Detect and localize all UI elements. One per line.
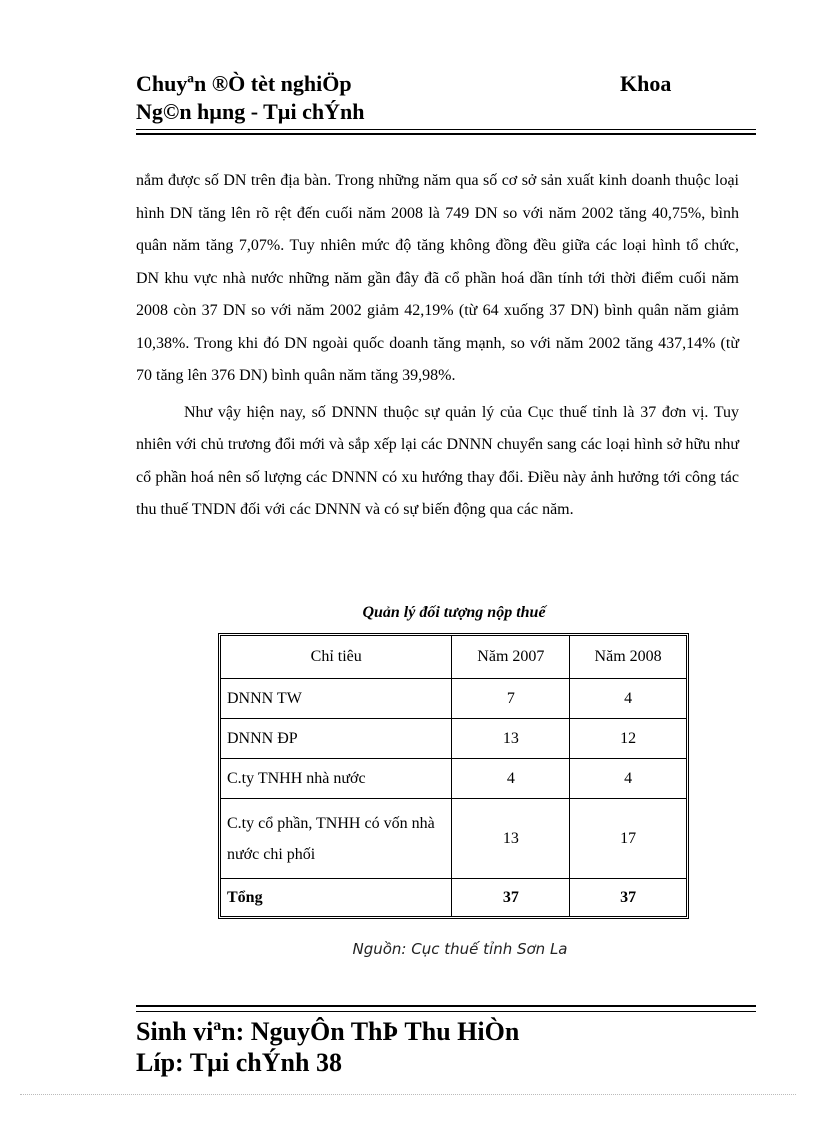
total-2007: 37: [452, 879, 570, 917]
value-2007: 13: [452, 799, 570, 879]
table-row: [221, 679, 687, 719]
value-2008: 17: [570, 799, 687, 879]
header-line-2: [136, 98, 756, 126]
paragraph-1: nắm được số DN trên địa bàn. Trong những năm qua số cơ sở sản xuất kinh doanh thuộc loại hình DN tăng lên rõ rệt đến cuối năm 2008 là 749 DN so với năm 2002 tăng 40,75%, bình quân năm tăng 7,07%. Tuy nhiên mức độ tăng không đồng đều giữa các loại hình tổ chức, DN khu vực nhà nước những năm gần đây đã cổ phần hoá dần tính tới thời điểm cuối năm 2008 còn 37 DN so với năm 2002 giảm 42,19% (từ 64 xuống 37 DN) bình quân năm giảm 10,38%. Trong khi đó DN ngoài quốc doanh tăng mạnh, so với năm 2002 tăng 437,14% (từ 70 tăng lên 376 DN) bình quân năm tăng 39,98%.: [136, 172, 739, 384]
header-faculty-label: Khoa: [620, 71, 672, 96]
value-2008: 4: [570, 759, 687, 799]
row-label: C.ty TNHH nhà nước: [221, 759, 452, 799]
value-2007: 4: [452, 759, 570, 799]
taxpayer-table: [220, 635, 687, 917]
row-label: DNNN ĐP: [221, 719, 452, 759]
table-source-note: Nguồn: Cục thuế tỉnh Sơn La: [352, 940, 568, 958]
header-rule-thick: [136, 133, 756, 135]
footer-rule-thick: [136, 1005, 756, 1007]
table-row: [221, 799, 687, 879]
page-footer: [136, 1016, 519, 1078]
table-row: [221, 759, 687, 799]
value-2007: 13: [452, 719, 570, 759]
value-2008: 4: [570, 679, 687, 719]
table-title: Quản lý đối tượng nộp thuế: [362, 604, 546, 621]
table-row: [221, 719, 687, 759]
footer-student-name: Sinh viªn: NguyÔn ThÞ Thu HiÒn: [136, 1017, 520, 1046]
table-header-row: [221, 636, 687, 679]
header-rule-thin: [136, 129, 756, 130]
total-2008: 37: [570, 879, 687, 917]
header-year-2008: Năm 2008: [570, 636, 687, 679]
footer-class-name: Líp: Tµi chÝnh 38: [136, 1048, 342, 1077]
table-total-row: [221, 879, 687, 917]
total-label: Tổng: [221, 879, 452, 917]
row-label: DNNN TW: [221, 679, 452, 719]
page-header: [136, 70, 756, 126]
header-thesis-label: Chuyªn ®Ò tèt nghiÖp: [136, 71, 352, 96]
value-2008: 12: [570, 719, 687, 759]
page-bottom-divider: [20, 1094, 796, 1095]
body-text: [136, 165, 739, 527]
footer-rule-thin: [136, 1011, 756, 1012]
row-label: C.ty cổ phần, TNHH có vốn nhà nước chi phối: [221, 799, 452, 879]
header-indicator: Chỉ tiêu: [221, 636, 452, 679]
paragraph-2: Như vậy hiện nay, số DNNN thuộc sự quản lý của Cục thuế tỉnh là 37 đơn vị. Tuy nhiên với chủ trương đổi mới và sắp xếp lại các DNNN chuyển sang các loại hình sở hữu như cổ phần hoá nên số lượng các DNNN có xu hướng thay đổi. Điều này ảnh hưởng tới công tác thu thuế TNDN đối với các DNNN và có sự biến động qua các năm.: [136, 403, 739, 518]
header-department-label: Ng©n hµng - Tµi chÝnh: [136, 99, 365, 124]
header-line-1: [136, 70, 756, 98]
value-2007: 7: [452, 679, 570, 719]
header-year-2007: Năm 2007: [452, 636, 570, 679]
